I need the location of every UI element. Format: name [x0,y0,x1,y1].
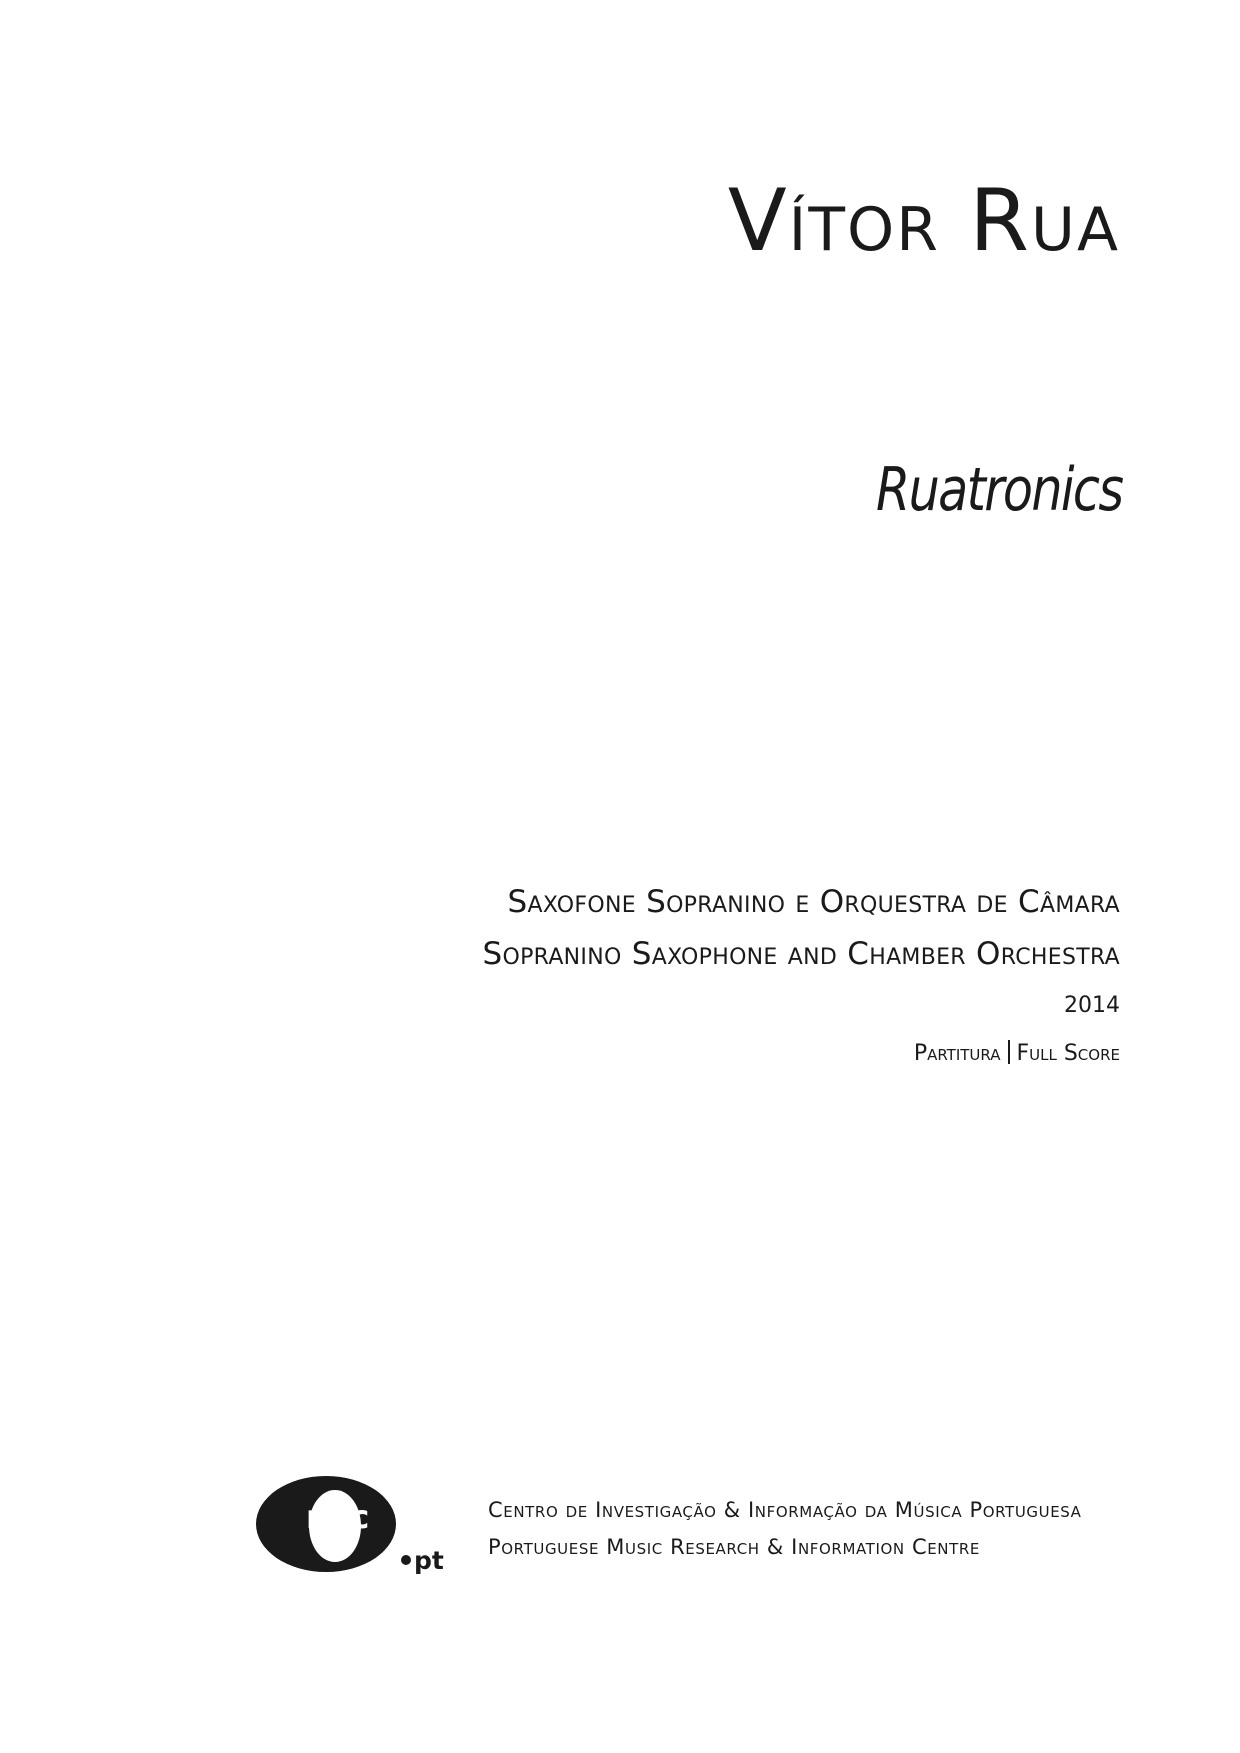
composer-name: Vítor Rua [727,171,1120,271]
score-type-english: Full Score [1016,1041,1120,1066]
logo-text: mic [306,1498,370,1536]
mic-pt-logo [254,1470,454,1580]
score-type [482,1034,1120,1074]
separator-bar [1008,1040,1010,1064]
svg-text:pt: pt [414,1546,444,1575]
institution-name-english: Portuguese Music Research & Information Centre [488,1535,980,1559]
institution-name-portuguese: Centro de Investigação & Informação da Música Portuguesa [488,1498,1082,1522]
instrumentation-english: Sopranino Saxophone and Chamber Orchestra [482,936,1120,972]
work-info [482,876,1120,1074]
institution-name [488,1492,1082,1566]
composition-year: 2014 [1064,993,1120,1018]
instrumentation-portuguese: Saxofone Sopranino e Orquestra de Câmara [507,884,1120,920]
work-title: Ruatronics [875,455,1122,525]
score-type-portuguese: Partitura [913,1041,1001,1066]
